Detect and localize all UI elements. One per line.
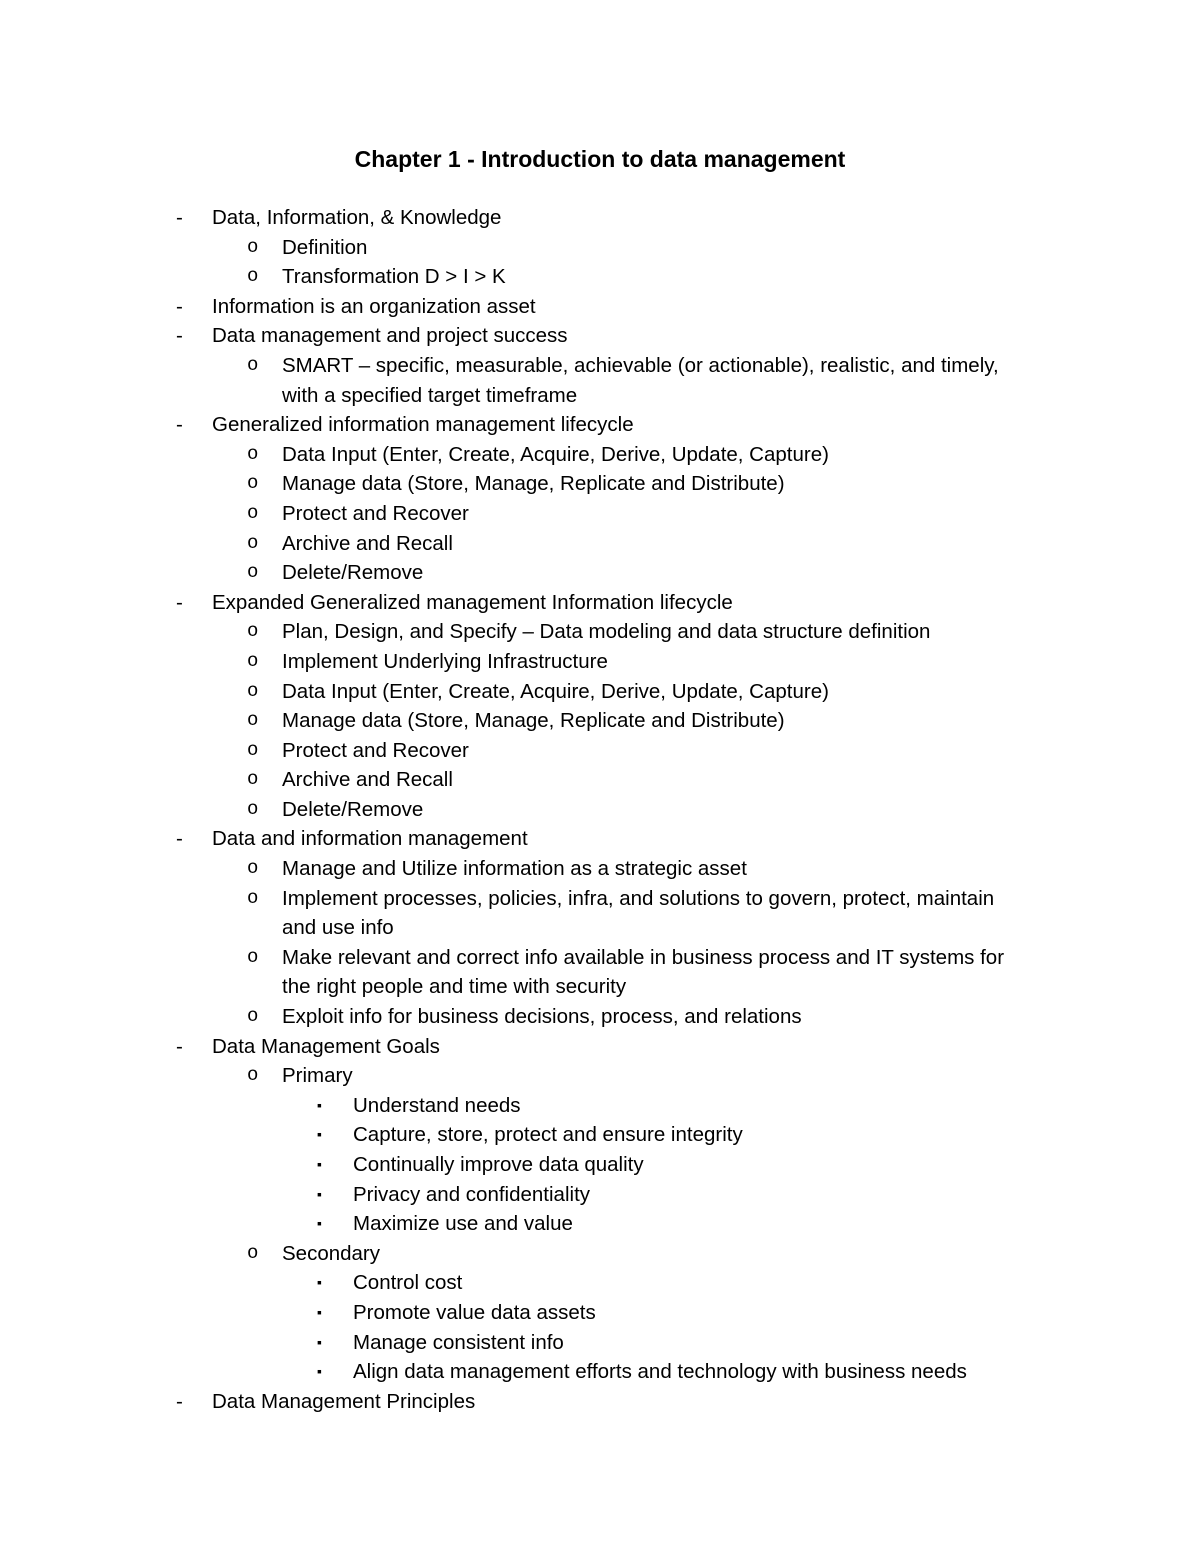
list-item xyxy=(0,321,1200,351)
list-item-text: Manage consistent info xyxy=(353,1330,564,1354)
list-item-text: Continually improve data quality xyxy=(353,1153,644,1176)
circle-bullet-icon: o xyxy=(247,472,259,495)
dash-bullet-icon: - xyxy=(176,1034,183,1058)
list-item xyxy=(0,1298,1200,1328)
list-item xyxy=(0,381,1200,411)
list-item xyxy=(0,588,1200,618)
dash-bullet-icon: - xyxy=(176,413,183,437)
list-item xyxy=(0,1091,1200,1121)
list-item xyxy=(0,736,1200,766)
list-item xyxy=(0,1150,1200,1180)
list-item-text: Maximize use and value xyxy=(353,1212,573,1236)
list-item-text: Manage data (Store, Manage, Replicate and Distribute) xyxy=(282,472,785,496)
circle-bullet-icon: o xyxy=(247,857,259,880)
circle-bullet-icon: o xyxy=(247,797,259,820)
list-item xyxy=(0,1239,1200,1269)
square-bullet-icon: ▪ xyxy=(317,1156,322,1172)
dash-bullet-icon: - xyxy=(176,206,183,229)
list-item xyxy=(0,1209,1200,1239)
list-item-text: Privacy and confidentiality xyxy=(353,1182,591,1206)
list-item xyxy=(0,1061,1200,1091)
list-item-text: Definition xyxy=(282,235,368,259)
circle-bullet-icon: o xyxy=(247,235,259,258)
list-item xyxy=(0,558,1200,588)
list-item-text: Data Management Principles xyxy=(212,1389,476,1413)
square-bullet-icon: ▪ xyxy=(317,1126,322,1143)
circle-bullet-icon: o xyxy=(247,738,259,761)
outline-list xyxy=(0,203,1200,1416)
list-item xyxy=(0,795,1200,825)
circle-bullet-icon: o xyxy=(247,353,259,376)
list-item-text: Data management and project success xyxy=(212,324,568,348)
circle-bullet-icon: o xyxy=(247,561,259,584)
list-item-text: with a specified target timeframe xyxy=(282,383,578,407)
list-item xyxy=(0,292,1200,322)
square-bullet-icon: ▪ xyxy=(317,1363,322,1380)
list-item xyxy=(0,440,1200,470)
list-item-text: Promote value data assets xyxy=(353,1300,596,1324)
circle-bullet-icon: o xyxy=(247,1005,259,1028)
list-item xyxy=(0,1032,1200,1062)
list-item xyxy=(0,1180,1200,1210)
dash-bullet-icon: - xyxy=(176,1389,183,1413)
list-item xyxy=(0,499,1200,529)
square-bullet-icon: ▪ xyxy=(317,1274,322,1291)
square-bullet-icon: ▪ xyxy=(317,1215,322,1232)
list-item-text: Expanded Generalized management Information lifecycle xyxy=(212,590,733,614)
list-item xyxy=(0,1357,1200,1387)
list-item-text: the right people and time with security xyxy=(282,975,627,999)
circle-bullet-icon: o xyxy=(247,649,259,672)
list-item-text: Make relevant and correct info available in business process and IT systems for xyxy=(282,945,1005,969)
list-item xyxy=(0,410,1200,440)
circle-bullet-icon: o xyxy=(247,442,259,465)
list-item-text: Protect and Recover xyxy=(282,738,469,762)
list-item xyxy=(0,1387,1200,1417)
list-item-text: Understand needs xyxy=(353,1093,521,1117)
list-item-text: Data and information management xyxy=(212,827,528,851)
list-item-text: and use info xyxy=(282,916,394,940)
list-item xyxy=(0,706,1200,736)
list-item xyxy=(0,203,1200,233)
list-item-text: Archive and Recall xyxy=(282,531,453,555)
list-item xyxy=(0,1268,1200,1298)
dash-bullet-icon: - xyxy=(176,590,183,614)
list-item xyxy=(0,1002,1200,1032)
list-item-text: Manage and Utilize information as a strategic asset xyxy=(282,857,747,881)
circle-bullet-icon: o xyxy=(247,1241,259,1264)
list-item-text: SMART – specific, measurable, achievable (or actionable), realistic, and timely, xyxy=(282,353,999,377)
circle-bullet-icon: o xyxy=(247,501,259,524)
circle-bullet-icon: o xyxy=(247,531,259,554)
list-item-text: Implement Underlying Infrastructure xyxy=(282,649,608,673)
list-item-text: Manage data (Store, Manage, Replicate and Distribute) xyxy=(282,709,785,733)
square-bullet-icon: ▪ xyxy=(317,1333,322,1350)
list-item xyxy=(0,1120,1200,1150)
list-item xyxy=(0,262,1200,292)
circle-bullet-icon: o xyxy=(247,945,259,968)
list-item-text: Data Input (Enter, Create, Acquire, Derive, Update, Capture) xyxy=(282,679,829,703)
list-item-text: Data, Information, & Knowledge xyxy=(212,206,502,229)
list-item xyxy=(0,233,1200,263)
list-item-text: Capture, store, protect and ensure integrity xyxy=(353,1123,743,1147)
dash-bullet-icon: - xyxy=(176,827,183,851)
square-bullet-icon: ▪ xyxy=(317,1303,322,1320)
list-item-text: Data Input (Enter, Create, Acquire, Derive, Update, Capture) xyxy=(282,442,829,466)
circle-bullet-icon: o xyxy=(247,679,259,702)
page-title: Chapter 1 - Introduction to data management xyxy=(354,146,846,172)
list-item xyxy=(0,529,1200,559)
list-item-text: Data Management Goals xyxy=(212,1034,440,1058)
dash-bullet-icon: - xyxy=(176,294,183,318)
list-item-text: Secondary xyxy=(282,1241,381,1265)
square-bullet-icon: ▪ xyxy=(317,1096,322,1113)
circle-bullet-icon: o xyxy=(247,620,259,643)
list-item xyxy=(0,617,1200,647)
list-item-text: Protect and Recover xyxy=(282,501,469,525)
circle-bullet-icon: o xyxy=(247,709,259,732)
list-item xyxy=(0,824,1200,854)
list-item-text: Plan, Design, and Specify – Data modeling and data structure definition xyxy=(282,620,931,644)
list-item xyxy=(0,677,1200,707)
list-item-text: Archive and Recall xyxy=(282,768,453,792)
list-item-text: Control cost xyxy=(353,1271,463,1295)
dash-bullet-icon: - xyxy=(176,324,183,348)
list-item-text: Generalized information management lifecycle xyxy=(212,413,634,437)
list-item xyxy=(0,1328,1200,1358)
list-item xyxy=(0,351,1200,381)
square-bullet-icon: ▪ xyxy=(317,1185,322,1202)
list-item-text: Implement processes, policies, infra, and solutions to govern, protect, maintain xyxy=(282,886,995,910)
list-item-text: Delete/Remove xyxy=(282,797,424,821)
list-item-text: Exploit info for business decisions, process, and relations xyxy=(282,1005,802,1029)
list-item xyxy=(0,943,1200,973)
circle-bullet-icon: o xyxy=(247,768,259,791)
circle-bullet-icon: o xyxy=(247,265,259,288)
list-item xyxy=(0,884,1200,914)
list-item-text: Primary xyxy=(282,1064,353,1088)
list-item xyxy=(0,647,1200,677)
list-item xyxy=(0,972,1200,1002)
list-item xyxy=(0,469,1200,499)
list-item xyxy=(0,765,1200,795)
list-item-text: Align data management efforts and technology with business needs xyxy=(353,1360,967,1384)
list-item xyxy=(0,913,1200,943)
list-item-text: Transformation D > I > K xyxy=(282,265,506,289)
list-item xyxy=(0,854,1200,884)
list-item-text: Delete/Remove xyxy=(282,561,424,585)
circle-bullet-icon: o xyxy=(247,886,259,909)
list-item-text: Information is an organization asset xyxy=(212,294,536,318)
circle-bullet-icon: o xyxy=(247,1064,259,1087)
